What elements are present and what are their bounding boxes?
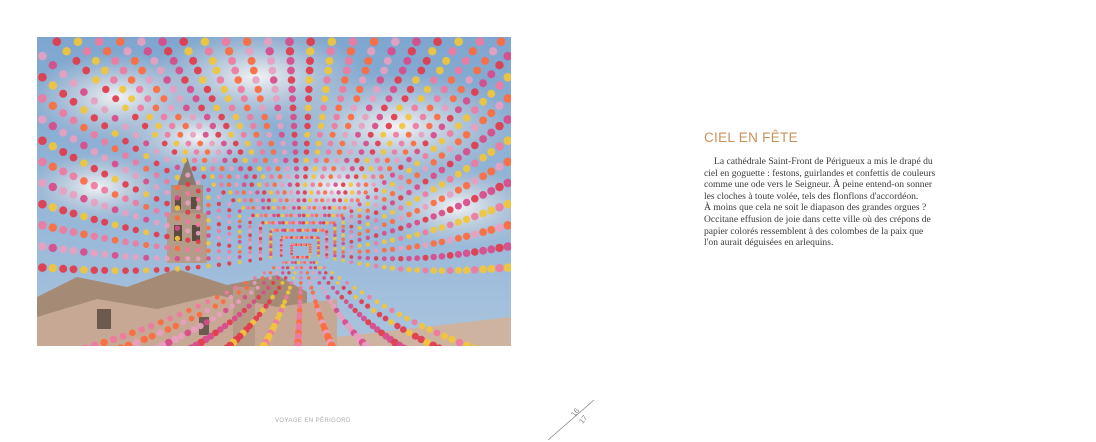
body-line: Occitane effusion de joie dans cette ville où des crépons de [704,213,931,225]
body-line: l'on aurait déguisées en arlequins. [704,237,834,249]
article-body [704,156,950,249]
body-line: À moins que cela ne soit le diapason des grandes orgues ? [704,202,927,214]
body-line: ciel en goguette : festons, guirlandes et confettis de couleurs [704,167,936,179]
article-title: CIEL EN FÊTE [704,130,798,145]
running-title: VOYAGE EN PÉRIGORD [275,418,351,424]
photo-canvas [37,37,511,346]
page-number-right: 17 [577,413,590,426]
body-line: les cloches à toute volée, tels des flonflons d'accordéon. [704,190,919,202]
body-line: La cathédrale Saint-Front de Périgueux a mis le drapé du [714,156,933,167]
body-line: comme une ode vers le Seigneur. À peine entend-on sonner [704,179,933,191]
folio-divider [548,398,596,442]
page-number-left: 16 [569,406,582,419]
festival-photo [37,37,511,346]
body-line: papier colorés ressemblent à des colombes de la paix que [704,225,924,237]
